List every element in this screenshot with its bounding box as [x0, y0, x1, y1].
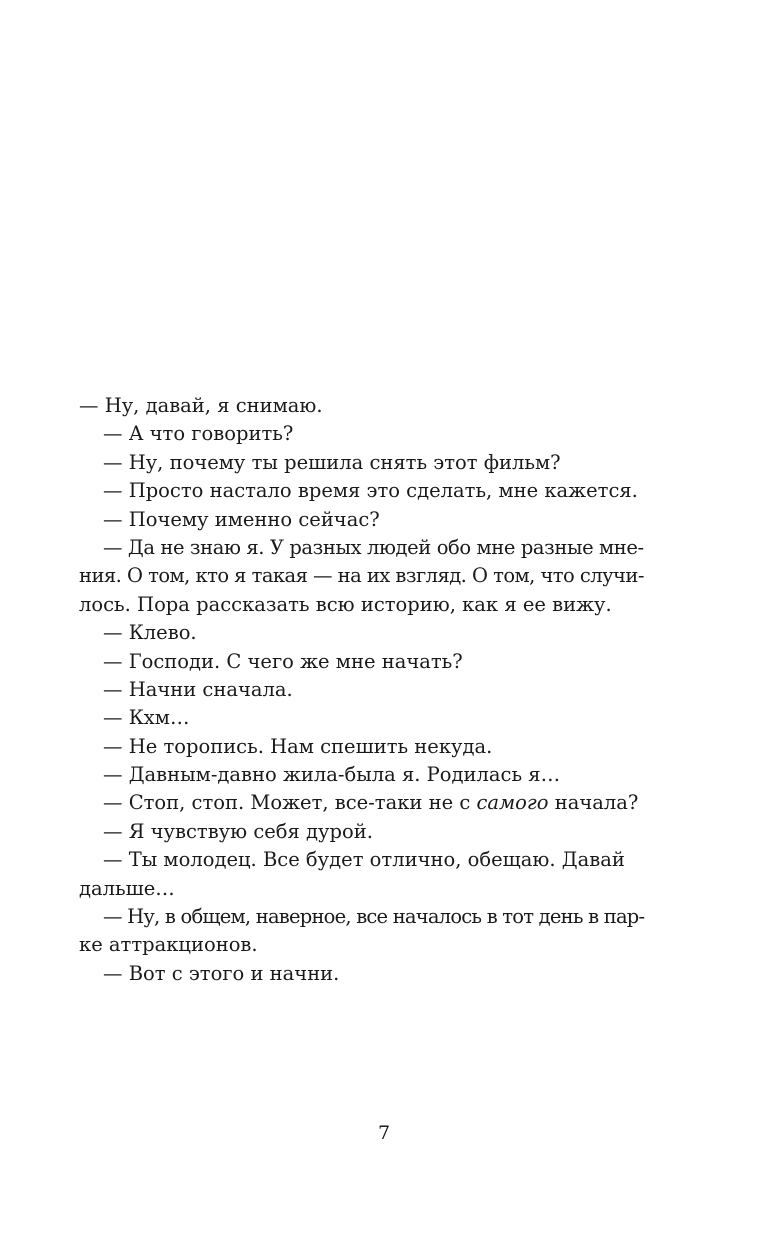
dialogue-line: — Давным-давно жила-была я. Родилась я… [103, 763, 561, 787]
dialogue-line: — Просто настало время это сделать, мне кажется. [103, 479, 638, 503]
dialogue-line: — А что говорить? [103, 422, 294, 446]
dialogue-line: — Ну, в общем, наверное, все началось в тот день в пар- [103, 905, 645, 929]
dialogue-line-continuation: лось. Пора рассказать всю историю, как я ее вижу. [79, 592, 612, 616]
dialogue-line: — Почему именно сейчас? [103, 507, 380, 531]
dialogue-line: — Я чувствую себя дурой. [103, 819, 373, 843]
dialogue-line: — Кхм… [103, 706, 190, 730]
dialogue-line: — Ты молодец. Все будет отлично, обещаю. Давай [103, 848, 625, 872]
page-number: 7 [377, 1122, 391, 1144]
dialogue-line: — Начни сначала. [103, 677, 293, 701]
dialogue-text: — Стоп, стоп. Может, все-таки не с [103, 791, 477, 815]
dialogue-line: — Вот с этого и начни. [103, 961, 340, 985]
dialogue-line: — Не торопись. Нам спешить некуда. [103, 734, 493, 758]
dialogue-line: — Ну, давай, я снимаю. [79, 394, 323, 417]
page-body-text [79, 392, 644, 988]
dialogue-line: — Господи. С чего же мне начать? [103, 649, 463, 673]
dialogue-line: — Да не знаю я. У разных людей обо мне разные мне- [103, 535, 644, 559]
emphasis-text: самого [476, 791, 549, 815]
dialogue-line: — Клево. [103, 621, 197, 645]
dialogue-line-continuation: ния. О том, кто я такая — на их взгляд. О том, что случи- [79, 564, 644, 588]
dialogue-line: — Ну, почему ты решила снять этот фильм? [103, 450, 561, 474]
dialogue-text: начала? [548, 791, 639, 815]
dialogue-line [79, 789, 644, 817]
dialogue-line-continuation: дальше… [79, 876, 175, 900]
dialogue-line-continuation: ке аттракционов. [79, 933, 258, 957]
